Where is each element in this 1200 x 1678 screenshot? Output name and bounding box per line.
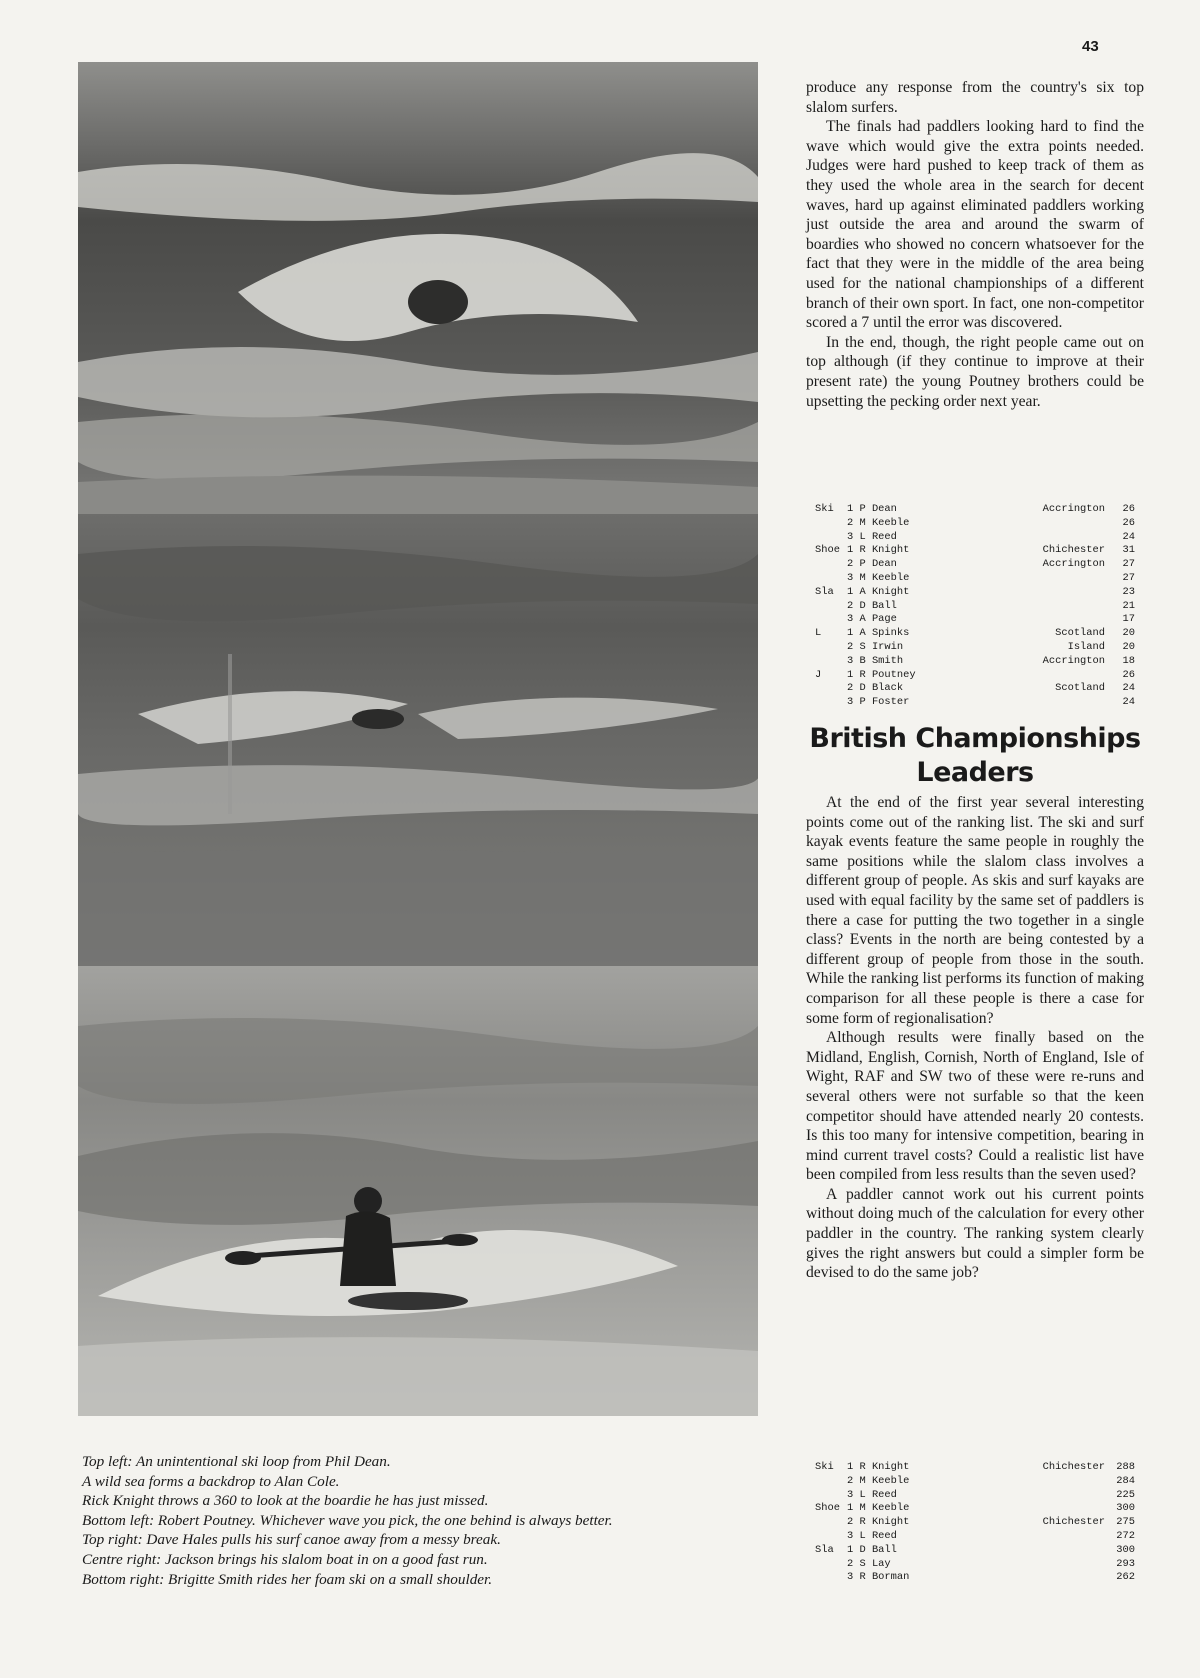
result-rank: 2 S Irwin bbox=[847, 640, 904, 653]
result-cls: Ski bbox=[815, 503, 834, 515]
result-cls: Shoe bbox=[815, 1502, 840, 1515]
result-pts: 27 bbox=[1122, 558, 1135, 571]
result-pts: 300 bbox=[1116, 1502, 1135, 1515]
table-row bbox=[815, 558, 1135, 572]
result-club: Chichester bbox=[1042, 1461, 1105, 1473]
table-row bbox=[815, 1558, 1135, 1572]
result-cls: Shoe bbox=[815, 544, 840, 557]
result-rank: 2 M Keeble bbox=[847, 1474, 910, 1487]
result-pts: 26 bbox=[1122, 503, 1135, 515]
result-club: Scotland bbox=[1055, 682, 1105, 695]
result-rank: 3 L Reed bbox=[847, 530, 897, 543]
result-rank: 3 M Keeble bbox=[847, 571, 910, 584]
result-pts: 20 bbox=[1122, 640, 1135, 653]
result-club: Accrington bbox=[1042, 558, 1105, 571]
paragraph: In the end, though, the right people came out on top although (if they continue to improve at their present rate) the young Poutney brothers could be upsetting the pecking order next year. bbox=[806, 333, 1144, 410]
table-row bbox=[815, 1516, 1135, 1530]
table-row bbox=[815, 1489, 1135, 1503]
result-cls: J bbox=[815, 668, 822, 681]
result-club: Accrington bbox=[1042, 503, 1105, 515]
caption: Top left: An unintentional ski loop from Phil Dean. bbox=[82, 1453, 391, 1470]
surf-break-photo bbox=[78, 514, 758, 966]
result-rank: 3 L Reed bbox=[847, 1529, 897, 1542]
result-rank: 1 R Knight bbox=[847, 544, 910, 557]
result-pts: 23 bbox=[1122, 585, 1135, 598]
article-text-bottom bbox=[806, 793, 1144, 1283]
table-row bbox=[815, 641, 1135, 655]
result-cls: Ski bbox=[815, 1461, 834, 1473]
table-row bbox=[815, 544, 1135, 558]
table-row bbox=[815, 1502, 1135, 1516]
result-pts: 18 bbox=[1122, 654, 1135, 667]
result-rank: 1 R Knight bbox=[847, 1461, 910, 1473]
caption: Rick Knight throws a 360 to look at the boardie he has just missed. bbox=[82, 1492, 489, 1510]
result-pts: 20 bbox=[1122, 627, 1135, 640]
result-club: Chichester bbox=[1042, 544, 1105, 557]
result-rank: 3 B Smith bbox=[847, 654, 904, 667]
result-pts: 288 bbox=[1116, 1461, 1135, 1473]
results-table-finals bbox=[815, 503, 1135, 710]
photo-captions bbox=[82, 1452, 792, 1589]
result-cls: Sla bbox=[815, 585, 834, 598]
result-rank: 1 M Keeble bbox=[847, 1502, 910, 1515]
result-rank: 1 P Dean bbox=[847, 503, 897, 515]
result-cls: L bbox=[815, 627, 822, 640]
result-pts: 275 bbox=[1116, 1516, 1135, 1529]
result-pts: 225 bbox=[1116, 1488, 1135, 1501]
page-number: 43 bbox=[1082, 38, 1099, 55]
result-pts: 262 bbox=[1116, 1571, 1135, 1584]
table-row bbox=[815, 531, 1135, 545]
result-rank: 2 M Keeble bbox=[847, 516, 910, 529]
result-pts: 24 bbox=[1122, 696, 1135, 709]
table-row bbox=[815, 1544, 1135, 1558]
table-row bbox=[815, 586, 1135, 600]
paragraph: produce any response from the country's six top slalom surfers. bbox=[806, 79, 1144, 116]
table-row bbox=[815, 655, 1135, 669]
result-club: Scotland bbox=[1055, 627, 1105, 640]
table-row bbox=[815, 1530, 1135, 1544]
heading-line: Leaders bbox=[916, 757, 1034, 788]
result-club: Chichester bbox=[1042, 1516, 1105, 1529]
result-rank: 3 L Reed bbox=[847, 1488, 897, 1501]
results-table-leaders bbox=[815, 1461, 1135, 1585]
table-row bbox=[815, 503, 1135, 517]
table-row bbox=[815, 1475, 1135, 1489]
result-rank: 2 P Dean bbox=[847, 558, 897, 571]
result-rank: 3 A Page bbox=[847, 613, 897, 626]
result-rank: 1 A Spinks bbox=[847, 627, 910, 640]
result-pts: 31 bbox=[1122, 544, 1135, 557]
result-pts: 27 bbox=[1122, 571, 1135, 584]
result-rank: 1 D Ball bbox=[847, 1543, 897, 1556]
result-pts: 17 bbox=[1122, 613, 1135, 626]
result-rank: 2 S Lay bbox=[847, 1557, 891, 1570]
result-pts: 26 bbox=[1122, 516, 1135, 529]
caption: Bottom left: Robert Poutney. Whichever wave you pick, the one behind is always better. bbox=[82, 1511, 613, 1529]
caption: Centre right: Jackson brings his slalom boat in on a good fast run. bbox=[82, 1550, 488, 1568]
caption: A wild sea forms a backdrop to Alan Cole. bbox=[82, 1472, 340, 1490]
result-rank: 2 D Black bbox=[847, 682, 904, 695]
table-row bbox=[815, 627, 1135, 641]
result-rank: 2 D Ball bbox=[847, 599, 897, 612]
result-rank: 2 R Knight bbox=[847, 1516, 910, 1529]
result-pts: 24 bbox=[1122, 682, 1135, 695]
paragraph: At the end of the first year several interesting points come out of the ranking list. The ski and surf kayak events feature the same people in roughly the same positions while the slalom class involves a different group of people. As skis and surf kayaks are used with equal facility by the same set of paddlers is there a case for putting the two together in a single class? Events in the north are being contested by a different group of people from those in the south. While the ranking list performs its function of making comparison for all these people is there a case for some form of regionalisation? bbox=[806, 794, 1144, 1027]
result-pts: 293 bbox=[1116, 1557, 1135, 1570]
surf-wave-kayak-photo bbox=[78, 62, 758, 514]
paragraph: A paddler cannot work out his current points without doing much of the calculation for every other paddler in the country. The ranking system clearly gives the right answers but could a simpler form be devised to do the same job? bbox=[806, 1185, 1144, 1282]
result-rank: 1 A Knight bbox=[847, 585, 910, 598]
table-row bbox=[815, 572, 1135, 586]
table-row bbox=[815, 600, 1135, 614]
result-club: Accrington bbox=[1042, 654, 1105, 667]
article-text-top bbox=[806, 78, 1144, 411]
result-cls: Sla bbox=[815, 1543, 834, 1556]
caption: Top right: Dave Hales pulls his surf canoe away from a messy break. bbox=[82, 1531, 501, 1549]
paragraph: The finals had paddlers looking hard to find the wave which would give the extra points needed. Judges were hard pushed to keep track of them as they used the whole area in the search for decent waves, hard up against eliminated paddlers working just outside the area and around the swarm of boardies who showed no concern whatsoever for the fact that they were in the middle of the area being used for the national championships of a different branch of their own sport. In fact, one non-competitor scored a 7 until the error was discovered. bbox=[806, 118, 1144, 332]
table-row bbox=[815, 1461, 1135, 1475]
table-row bbox=[815, 1571, 1135, 1585]
table-row bbox=[815, 517, 1135, 531]
table-row bbox=[815, 696, 1135, 710]
heading-line: British Championships bbox=[809, 723, 1141, 754]
paragraph: Although results were finally based on the Midland, English, Cornish, North of England, Isle of Wight, RAF and SW two of these were re-runs and several others were not surfable so that the keen competitor should have attended nearly 20 contests. Is this too many for intensive competition, bearing in mind current travel costs? Could a realistic list have been compiled from less results than the seven used? bbox=[806, 1029, 1144, 1184]
table-row bbox=[815, 613, 1135, 627]
result-rank: 1 R Poutney bbox=[847, 668, 916, 681]
table-row bbox=[815, 669, 1135, 683]
result-club: Island bbox=[1067, 640, 1105, 653]
section-heading bbox=[806, 722, 1144, 790]
result-pts: 21 bbox=[1122, 599, 1135, 612]
table-row bbox=[815, 682, 1135, 696]
caption: Bottom right: Brigitte Smith rides her foam ski on a small shoulder. bbox=[82, 1570, 493, 1588]
result-pts: 24 bbox=[1122, 530, 1135, 543]
result-rank: 3 P Foster bbox=[847, 696, 910, 709]
result-pts: 300 bbox=[1116, 1543, 1135, 1556]
kayaker-on-wave-photo bbox=[78, 966, 758, 1416]
result-rank: 3 R Borman bbox=[847, 1571, 910, 1584]
result-pts: 272 bbox=[1116, 1529, 1135, 1542]
result-pts: 284 bbox=[1116, 1474, 1135, 1487]
result-pts: 26 bbox=[1122, 668, 1135, 681]
